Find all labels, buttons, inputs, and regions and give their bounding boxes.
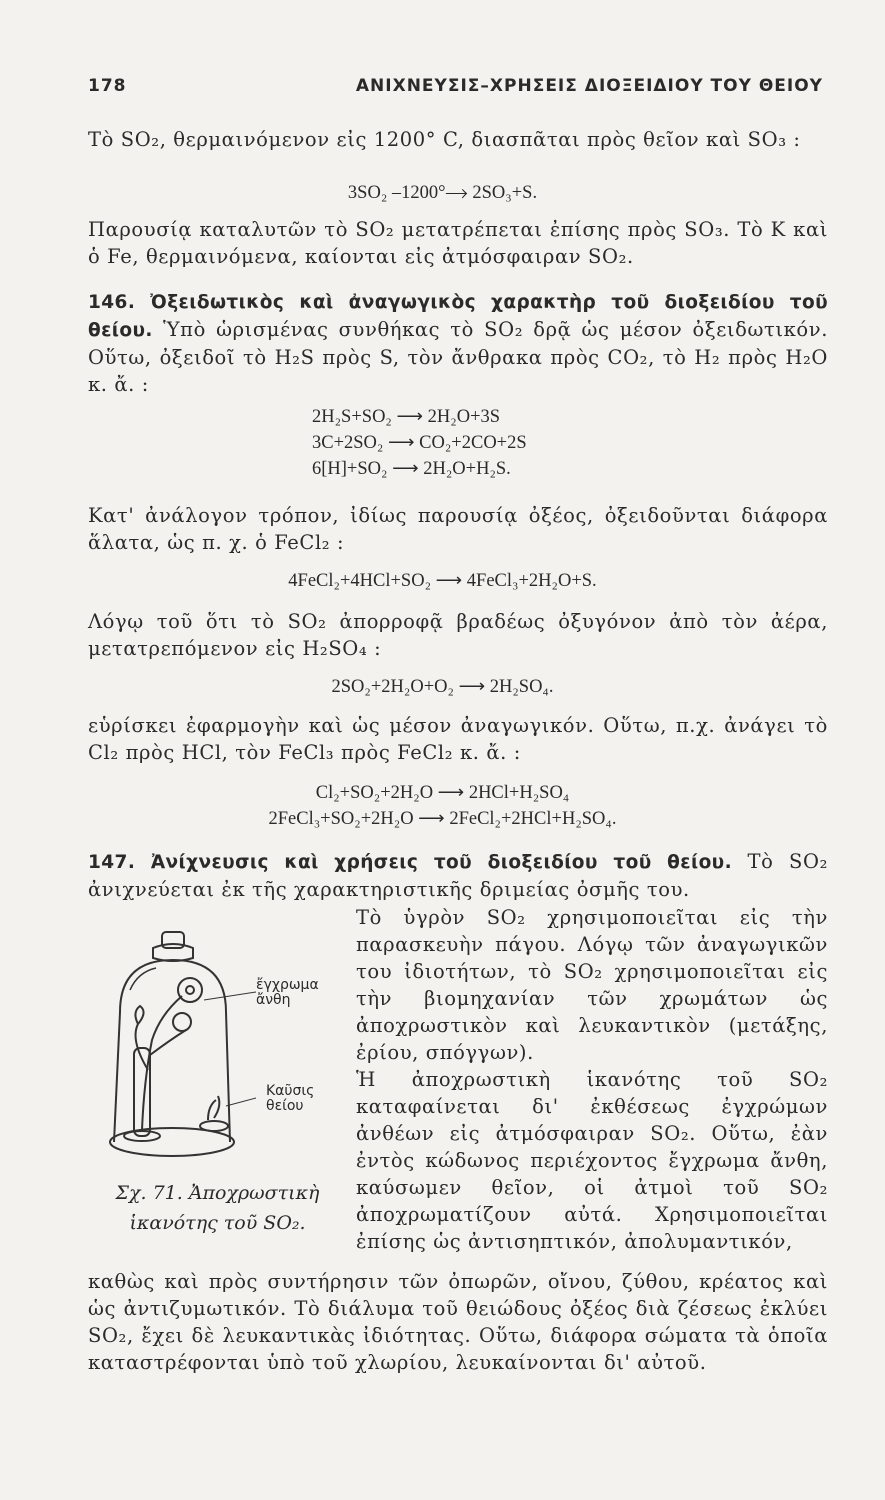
oxygen-paragraph: Λόγῳ τοῦ ὅτι τὸ SO₂ ἀπορροφᾷ βραδέως ὀξυγόνον ἀπὸ τὸν ἀέρα, μετατρεπόμενον εἰς H₂SO₄ : xyxy=(88,610,828,660)
bell-jar-figure xyxy=(90,920,350,1180)
oxidation-equations xyxy=(312,404,712,482)
page-header xyxy=(88,70,823,100)
section-146-text: Ὑπὸ ὡρισμένας συνθήκας τὸ SO₂ δρᾷ ὡς μέσον ὀξειδωτικόν. Οὕτω, ὀξειδοῖ τὸ H₂S πρὸς S, τὸν ἄνθρακα πρὸς CO₂, τὸ H₂ πρὸς H₂O κ. ἄ. : xyxy=(88,318,828,396)
section-147 xyxy=(88,848,828,903)
equation-line: Cl₂+SO₂+2H₂O ⟶ 2HCl+H₂SO₄ xyxy=(315,783,570,803)
section-146-heading: 146. Ὀξειδωτικὸς καὶ ἀναγωγικὸς χαρακτὴρ τοῦ διοξειδίου τοῦ θείου. xyxy=(88,292,828,341)
flower xyxy=(178,978,202,1002)
running-title: ΑΝΙΧΝΕΥΣΙΣ–ΧΡΗΣΕΙΣ ΔΙΟΞΕΙΔΙΟΥ ΤΟΥ ΘΕΙΟΥ xyxy=(355,76,823,96)
equation-so2-decomposition: 3SO₂ ⎯1200°⟶ 2SO₃+S. xyxy=(347,183,538,203)
reduction-equations xyxy=(0,780,885,832)
section-147-heading: 147. Ἀνίχνευσις καὶ χρήσεις τοῦ διοξειδίου τοῦ θείου. xyxy=(88,852,733,873)
section-146 xyxy=(88,288,828,398)
bleaching-paragraph: Ἡ ἀποχρωστικὴ ἱκανότης τοῦ SO₂ καταφαίνεται δι' ἐκθέσεως ἐγχρώμων ἀνθέων εἰς ἀτμόσφαιραν SO₂. Οὕτω, ἐὰν ἐντὸς κώδωνος περιέχοντος ἔγχρωμα ἄνθη, καύσωμεν θεῖον, οἱ ἀτμοὶ τοῦ SO₂ ἀποχρωματίζουν αὐτά. Χρησιμοποιεῖται ἐπίσης ὡς ἀντισηπτικόν, ἀπολυμαντικόν, xyxy=(356,1068,828,1253)
page-number: 178 xyxy=(88,76,127,96)
sulfur-dish xyxy=(200,1121,228,1131)
bell-jar-left xyxy=(114,1012,120,1142)
leaf xyxy=(135,1006,143,1024)
sulfur-fumes xyxy=(208,1096,219,1120)
equation-fecl2-oxidation: 4FeCl₂+4HCl+SO₂ ⟶ 4FeCl₃+2H₂O+S. xyxy=(288,571,597,591)
uses-paragraph: καθὼς καὶ πρὸς συντήρησιν τῶν ὀπωρῶν, οἴνου, ζύθου, κρέατος καὶ ὡς ἀντιζυμωτικόν. Τὸ διάλυμα τοῦ θειώδους ὀξέος διὰ ζέσεως ἐκλύει SO₂, ἔχει δὲ λευκαντικὰς ἰδιότητας. Οὕτω, διάφορα σώματα τὰ ὁποῖα καταστρέφονται ὑπὸ τοῦ χλωρίου, λευκαίνονται δι' αὐτοῦ. xyxy=(88,1270,828,1374)
equation-line: 3C+2SO₂ ⟶ CO₂+2CO+2S xyxy=(312,433,527,453)
intro-paragraph-1: Τὸ SO₂, θερμαινόμενον εἰς 1200° C, διασπᾶται πρὸς θεῖον καὶ SO₃ : xyxy=(88,128,801,151)
equation-line: 2H₂S+SO₂ ⟶ 2H₂O+3S xyxy=(312,407,501,427)
section-147-lead: Τὸ SO₂ ἀνιχνεύεται ἐκ τῆς χαρακτηριστικῆς δριμείας ὀσμῆς του. xyxy=(88,850,828,901)
bell-jar-neck xyxy=(153,944,193,961)
bell-jar-right xyxy=(120,960,230,1142)
liquid-so2-paragraph: Τὸ ὑγρὸν SO₂ χρησιμοποιεῖται εἰς τὴν παρασκευὴν πάγου. Λόγῳ τῶν ἀναγωγικῶν του ἰδιοτήτων, τὸ SO₂ χρησιμοποιεῖται εἰς τὴν βιομηχανίαν τῶν χρωμάτων ὡς ἀποχρωστικὸν καὶ λευκαντικὸν (μετάξης, ἐρίου, σπόγγων). xyxy=(356,906,828,1064)
label-burning-sulfur: Καῦσις θείου xyxy=(266,1083,315,1114)
equation-so2-oxygen: 2SO₂+2H₂O+O₂ ⟶ 2H₂SO₄. xyxy=(331,677,554,697)
bell-jar-illustration xyxy=(90,920,350,1180)
equation-line: 2FeCl₃+SO₂+2H₂O ⟶ 2FeCl₂+2HCl+H₂SO₄. xyxy=(268,809,617,829)
equation-line: 6[H]+SO₂ ⟶ 2H₂O+H₂S. xyxy=(312,459,511,479)
figure-caption: Σχ. 71. Ἀποχρωστικὴ ἱκανότης τοῦ SO₂. xyxy=(115,1182,320,1234)
reducing-paragraph: εὑρίσκει ἐφαρμογὴν καὶ ὡς μέσον ἀναγωγικόν. Οὕτω, π.χ. ἀνάγει τὸ Cl₂ πρὸς HCl, τὸν FeCl₃ πρὸς FeCl₂ κ. ἄ. : xyxy=(88,714,828,764)
intro-paragraph-2: Παρουσίᾳ καταλυτῶν τὸ SO₂ μετατρέπεται ἐπίσης πρὸς SO₃. Τὸ K καὶ ὁ Fe, θερμαινόμενα, καίονται εἰς ἀτμόσφαιραν SO₂. xyxy=(88,218,828,268)
leaf xyxy=(150,1030,186,1055)
label-colored-flowers: ἔγχρωμα ἄνθη xyxy=(256,977,319,1008)
salts-paragraph: Κατ' ἀνάλογον τρόπον, ἰδίως παρουσίᾳ ὀξέος, ὀξειδοῦνται διάφορα ἅλατα, ὡς π. χ. ὁ FeCl₂ : xyxy=(88,504,828,554)
flower xyxy=(173,1013,191,1031)
